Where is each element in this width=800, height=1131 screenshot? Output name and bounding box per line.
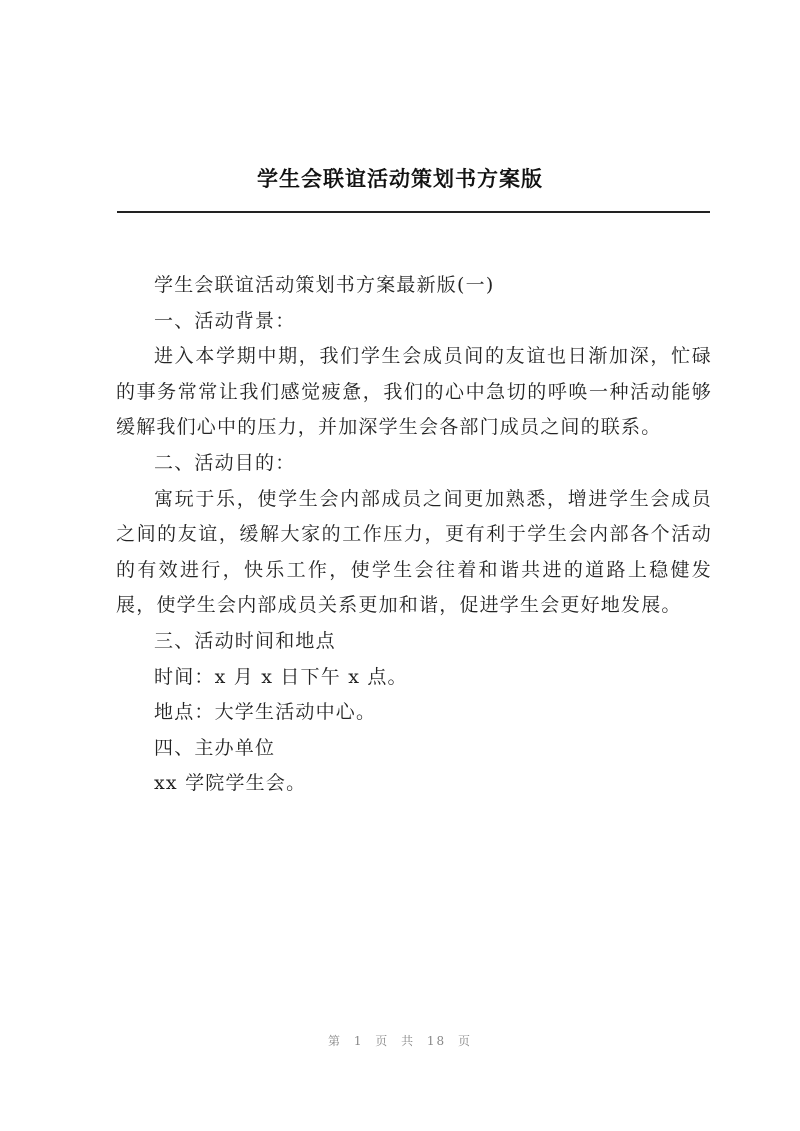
section-heading-purpose: 二、活动目的： [154,451,296,474]
section-heading-organizer: 四、主办单位 [154,736,276,759]
paragraph-purpose: 寓玩于乐，使学生会内部成员之间更加熟悉，增进学生会成员之间的友谊，缓解大家的工作压力，更有利于学生会内部各个活动的有效进行，快乐工作，使学生会往着和谐共进的道路上稳健发展，使学生会内部成员关系更加和谐，促进学生会更好地发展。 [116,487,712,617]
document-body [116,268,712,802]
section-heading-background: 一、活动背景： [154,309,296,332]
paragraph-organizer: xx 学院学生会。 [154,772,307,795]
paragraph-place: 地点：大学生活动中心。 [154,701,377,724]
paragraph-background: 进入本学期中期，我们学生会成员间的友谊也日渐加深，忙碌的事务常常让我们感觉疲惫，我们的心中急切的呼唤一种活动能够缓解我们心中的压力，并加深学生会各部门成员之间的联系。 [116,345,712,439]
page-footer: 第 1 页 共 18 页 [328,1034,472,1048]
title-underline [117,211,710,213]
paragraph-time: 时间：x 月 x 日下午 x 点。 [154,665,408,688]
document-title: 学生会联谊活动策划书方案版 [257,167,543,191]
section-heading-time-place: 三、活动时间和地点 [154,629,336,652]
paragraph-heading: 学生会联谊活动策划书方案最新版(一) [154,274,495,296]
